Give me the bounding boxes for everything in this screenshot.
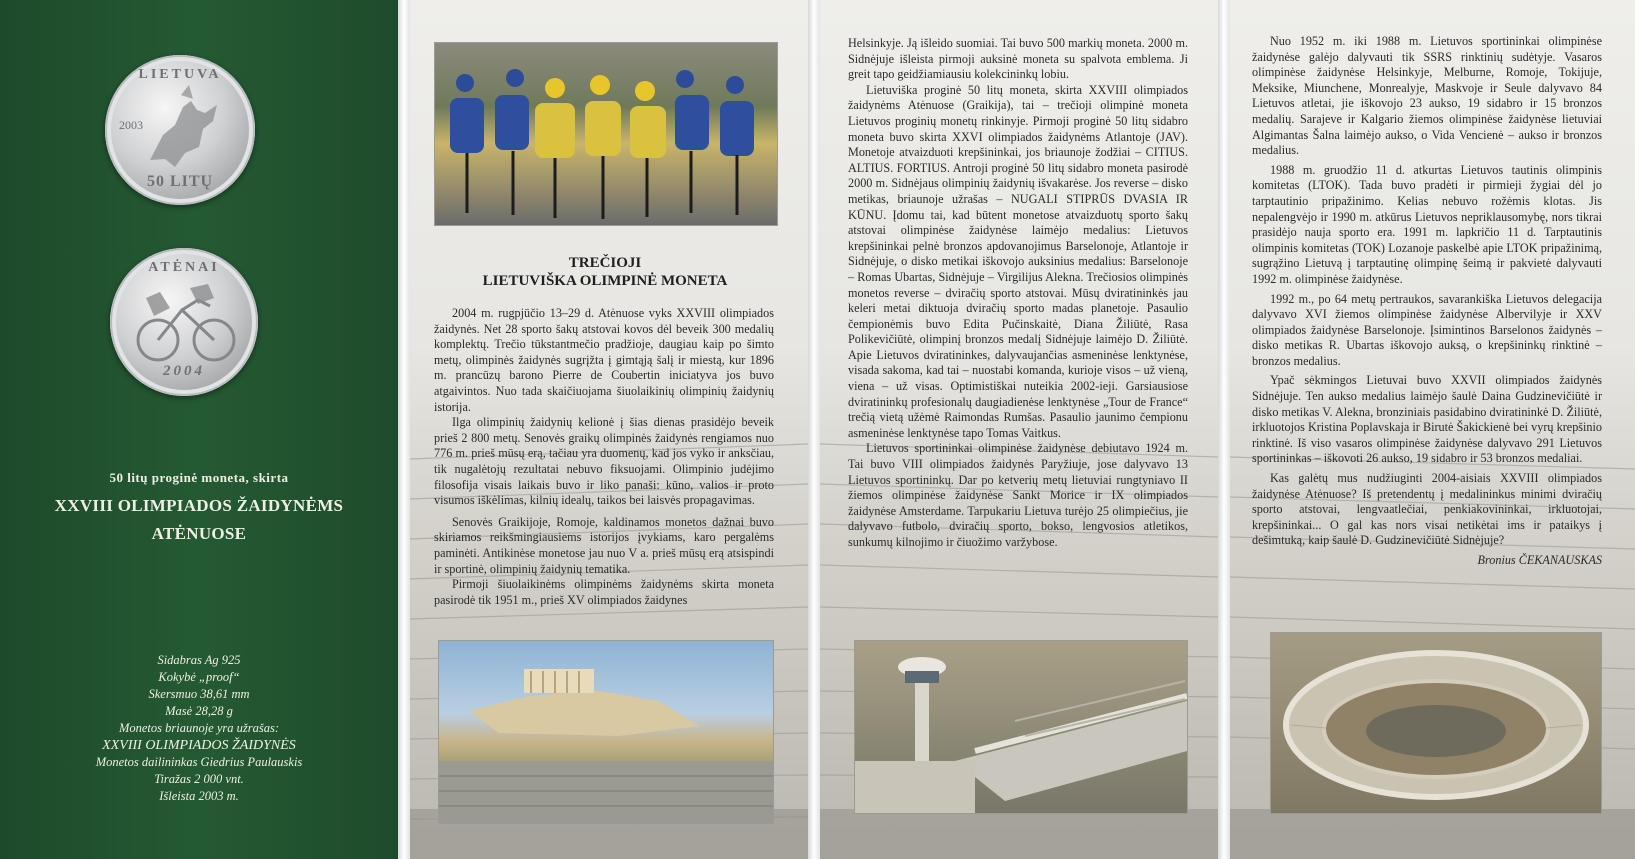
paragraph: Senovės Graikijoje, Romoje, kaldinamos monetos dažnai buvo skiriamos reikšmingiausiems istorijos įvykiams, karo pergalėms paminėti. Antikinėse monetose jau nuo V a. prieš mūsų erą atsispindi ir sportinė, olimpinių žaidynių tematika.	[434, 514, 774, 576]
fold-gap	[808, 0, 820, 859]
coin2-year: 2004	[163, 363, 205, 379]
fold-gap	[398, 0, 410, 859]
spec-line: Monetos briaunoje yra užrašas:	[118, 721, 280, 735]
paragraph: 1992 m., po 64 metų pertraukos, savarankiška Lietuvos delegacija dalyvavo XVI žiemos olimpinėse žaidynėse Albervilyje ir XXV olimpiados žaidynėse Barselonoje. Įsimintinos Barselonos žaidynės – disko metikas R. Ubartas iškovojo auksą, o krepšininkų rinktinė – bronzos medalius.	[1252, 291, 1602, 368]
spec-line: Skersmuo 38,61 mm	[148, 687, 250, 701]
article-heading-line1: TREČIOJI	[568, 255, 642, 271]
paragraph: Lietuvos sportininkai olimpinėse žaidynėse debiutavo 1924 m. Tai buvo VIII olimpiados žaidynės Paryžiuje, jose dalyvavo 13 Lietuvos sportininkų. Dar po ketverių metų lietuviai rungtyniavo II žiemos olimpinėse žaidynėse Sankt Morice ir IX olimpiados žaidynėse Amsterdame. Tarpukariu Lietuva turėjo 25 olimpiečius, jie dalyvavo futbolo, dviračių sporto, bokso, lengvosios atletikos, sunkumų kilnojimo ir čiuožimo varžybose.	[848, 441, 1188, 549]
spec-line: XXVIII OLIMPIADOS ŽAIDYNĖS	[102, 738, 296, 753]
coin1-year: 2003	[119, 118, 143, 132]
spec-line: Monetos dailininkas Giedrius Paulauskis	[95, 755, 303, 769]
acropolis-photo	[438, 640, 774, 824]
paragraph: Ilga olimpinių žaidynių kelionė į šias dienas prasidėjo beveik prieš 2 800 metų. Senovės graikų olimpinės žaidynės rengiamos nuo 776 m. prieš mūsų erą, tačiau yra duomenų, kad jos vyko ir anksčiau, tik nugalėtojų rezultatai nebuvo fiksuojami. Olimpinio judėjimo filosofija visais laikais buvo ir liko panaši: kūno, valios ir proto visumos iškėlimas, kilnių idealų, taikos bei laisvės propagavimas.	[434, 415, 774, 508]
paragraph: Lietuviška proginė 50 litų moneta, skirta XXVIII olimpiados žaidynėms Atėnuose (Graikija), tai – trečioji olimpinė moneta Lietuvos proginių monetų rinkinyje. Pirmoji proginė 50 litų sidabro moneta buvo skirta XXVI olimpiados žaidynėms Atlantoje (JAV). Monetoje atvaizduoti krepšininkai, jos briaunoje žodžiai – CITIUS. ALTIUS. FORTIUS. Antroji proginė 50 litų sidabro moneta pasirodė 2000 m. Sidnėjaus olimpinių žaidynių išvakarėse. Jos reverse – disko metikas, briaunoje užrašas – NUGALI STIPRŪS DVASIA IR KŪNU. Įdomu tai, kad būtent monetose atvaizduotų sporto šakų atstovai olimpinėse žaidynėse laimėjo medalius: Lietuvos krepšininkai pelnė bronzos apdovanojimus Barselonoje, Atlantoje ir Sidnėjuje, o disko metikai iškovojo auksinius medalius: Barselonoje – Romas Ubartas, Sidnėjuje – Virgilijus Alekna. Trečiosios olimpinės monetos reverse – dviračių sporto atstovai. Mūsų dviratininkės jau keleri metai diktuoja dviračių sporto madas planetoje. Pasaulio čempionėmis buvo Edita Pučinskaitė, Diana Žiliūtė, Rasa Polikevičiūtė, olimpinį bronzos medalį Sidnėjuje laimėjo D. Žiliūtė. Apie Lietuvos dviratininkes, dalyvaujančias asmeninėse lenktynėse, visada sakoma, kad tai – nuostabi komanda, kurioje visos – už vieną, viena – už visas. Optimistiškai nuteikia 2002-ieji. Garsiausiose dviratininkų profesionalų daugiadienėse lenktynėse „Tour de France“ trečią vietą užėmė Raimondas Rumšas. Pasaulio jaunimo čempionu asmeninėse lenktynėse tapo Tomas Vaitkus.	[848, 82, 1188, 440]
cover-caption-line1: 50 litų proginė moneta, skirta	[109, 470, 289, 485]
paragraph: 1988 m. gruodžio 11 d. atkurtas Lietuvos tautinis olimpinis komitetas (LTOK). Tada buvo pradėti ir pirmieji žygiai dėl jo tarptautinio pripažinimo. Kelias nebuvo rožėmis klotas. Jis nepalengvėjo ir 1990 m. atkūrus Lietuvos nepriklausomybę, nors tikrai prasidėjo nauja sporto era. 1991 m. lapkričio 11 d. Tarptautinis olimpinis komitetas (TOK) Lozanoje paskelbė apie LTOK pripažinimą, sugrąžino Lietuvą į tarptautinę olimpinę šeimą ir pakvietė dalyvauti 1992 m. olimpinėse žaidynėse.	[1252, 162, 1602, 286]
coin-reverse-image	[110, 248, 258, 396]
article-heading	[434, 254, 776, 290]
coin2-rim-text: ATĖNAI	[148, 260, 220, 275]
spec-line: Sidabras Ag 925	[157, 653, 241, 667]
paragraph: Nuo 1952 m. iki 1988 m. Lietuvos sportininkai olimpinėse žaidynėse galėjo dalyvauti tik SSRS rinktinių sudėtyje. Vasaros olimpinėse žaidynėse Helsinkyje, Melburne, Romoje, Tokijuje, Meksike, Miunchene, Monrealyje, Maskvoje ir Seule dalyvavo 84 Lietuvos atletai, jie iškovojo 23 aukso, 19 sidabro ir 15 bronzos medalių. Sarajeve ir Kalgario žiemos olimpinėse žaidynėse lietuviai Algimantas Šalna laimėjo aukso, o Vida Vencienė – aukso ir bronzos medalius.	[1252, 34, 1602, 158]
brochure-panel-2	[820, 0, 1218, 859]
fold-gap	[1218, 0, 1230, 859]
velodrome-photo	[1270, 632, 1602, 814]
coin1-rim-text: LIETUVA	[138, 67, 222, 82]
paragraph: 2004 m. rugpjūčio 13–29 d. Atėnuose vyks XXVIII olimpiados žaidynės. Net 28 sporto šakų atstovai kovos dėl beveik 300 medalių komplektų. Trečio tūkstantmečio pradžioje, daugiau kaip po šimto metų, olimpinės žaidynės sugrįžta į gimtąją šalį ir miestą, kur 1896 m. prancūzų barono Pierre de Coubertin iniciatyva jos buvo atgaivintos. Nuo tada skaičiuojama šiuolaikinių olimpinių žaidynių istorija.	[434, 306, 774, 414]
paragraph: Kas galėtų mus nudžiuginti 2004-aisiais XXVIII olimpiados žaidynėse Atėnuose? Iš pretendentų į medalininkus minimi dviračių sporto atstovai, lengvaatlečiai, penkiakovininkai, irkluotojai, krepšininkai... O gal kas nors visai netikėtai ims ir pataikys į dešimtuką, kaip šaulė D. Gudzinevičiūtė Sidnėjuje?	[1252, 471, 1602, 548]
cover-caption-line2: XXVIII OLIMPIADOS ŽAIDYNĖMS	[54, 496, 344, 515]
cover-caption	[40, 470, 358, 544]
article-heading-line2: LIETUVIŠKA OLIMPINĖ MONETA	[482, 273, 728, 289]
cyclists-photo	[434, 42, 778, 226]
author-signature: Bronius ČEKANAUSKAS	[1477, 553, 1602, 567]
paragraph: Pirmoji šiuolaikinėms olimpinėms žaidynėms skirta moneta pasirodė tik 1951 m., prieš XV olimpiados žaidynes	[434, 577, 774, 607]
panel3-text	[1252, 34, 1602, 569]
coin-obverse-image	[105, 55, 255, 205]
brochure-panel-1	[410, 0, 808, 859]
panel1-text	[434, 306, 774, 608]
cover-caption-line3: ATĖNUOSE	[151, 524, 247, 543]
paragraph: Helsinkyje. Ją išleido suomiai. Tai buvo 500 markių moneta. 2000 m. Sidnėjuje išleista pirmoji auksinė moneta su spalvota emblema. Ji greit tapo geidžiamiausiu kolekcininkų lobiu.	[848, 36, 1188, 82]
airport-photo	[854, 640, 1188, 814]
spec-line: Tiražas 2 000 vnt.	[154, 772, 244, 786]
spec-line: Masė 28,28 g	[165, 704, 233, 718]
spec-line: Kokybė „proof“	[158, 670, 240, 684]
cover-panel	[0, 0, 398, 859]
coin1-denomination: 50 LITŲ	[146, 173, 214, 190]
paragraph: Ypač sėkmingos Lietuvai buvo XXVII olimpiados žaidynės Sidnėjuje. Ten aukso medalius laimėjo šaulė Daina Gudzinevičiūtė ir disko metikas V. Alekna, bronziniais pasidabino dviratininkė D. Žiliūtė, irkluotojos Kristina Poplavskaja ir Birutė Šakickienė bei vyrų krepšinio rinktinė. Iš viso vasaros olimpinėse žaidynėse dalyvavo 291 Lietuvos sportininkas – iškovoti 26 aukso, 19 sidabro ir 53 bronzos medaliai.	[1252, 373, 1602, 466]
spec-line: Išleista 2003 m.	[159, 789, 239, 803]
coin-specs	[40, 652, 358, 805]
brochure-panel-3	[1230, 0, 1635, 859]
panel2-text	[848, 36, 1188, 551]
